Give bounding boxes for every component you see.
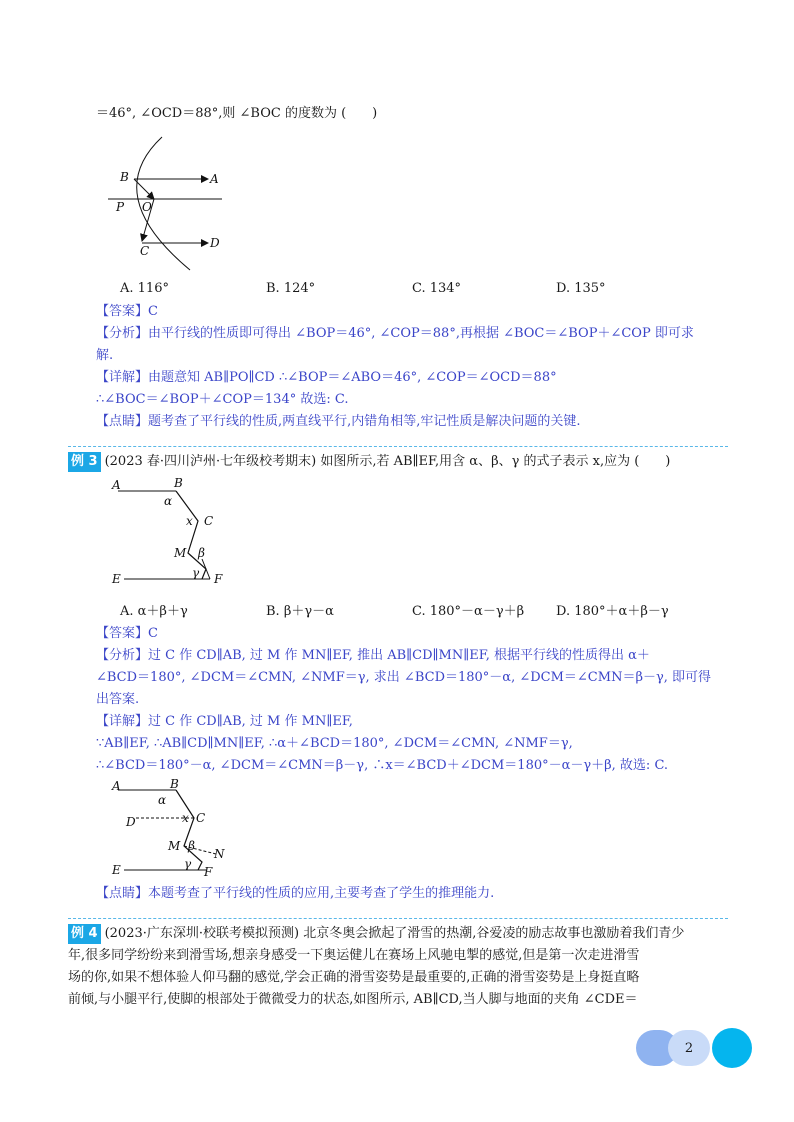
ex3s-label-e: E (112, 863, 121, 877)
ex3s-label-n: N (214, 847, 225, 861)
ex3s-label-f: F (204, 865, 213, 878)
q2-label-c: C (140, 244, 150, 258)
q2-label-a: A (210, 172, 219, 186)
q2-label-d: D (210, 236, 220, 250)
q2-comment: 【点睛】题考查了平行线的性质,两直线平行,内错角相等,牢记性质是解决问题的关键. (96, 414, 581, 429)
ex3-analysis-line-2: ∠BCD＝180°, ∠DCM＝∠CMN, ∠NMF＝γ, 求出 ∠BCD＝180°－α, ∠DCM＝∠CMN＝β－γ, 即可得 (96, 670, 711, 685)
ex3-comment: 【点睛】本题考查了平行线的性质的应用,主要考查了学生的推理能力. (96, 886, 495, 901)
ex3s-label-beta: β (188, 839, 195, 853)
ex3-figure (110, 475, 240, 590)
ex3-detail-line-2: ∵AB∥EF, ∴AB∥CD∥MN∥EF, ∴α＋∠BCD＝180°, ∠DCM＝∠CMN, ∠NMF＝γ, (96, 736, 573, 751)
ex3-label-a: A (112, 478, 121, 492)
ex3-detail-line-1: 【详解】过 C 作 CD∥AB, 过 M 作 MN∥EF, (96, 714, 353, 729)
ex3-label-alpha: α (164, 494, 173, 508)
ex3-option-a[interactable]: A. α＋β＋γ (120, 604, 188, 619)
ex3s-label-m: M (168, 839, 181, 853)
ex4-line-3: 场的你,如果不想体验人仰马翻的感觉,学会正确的滑雪姿势是最重要的,正确的滑雪姿势是上身挺直略 (68, 970, 640, 985)
ex3-label-e: E (112, 572, 121, 586)
q2-option-b[interactable]: B. 124° (266, 281, 316, 296)
q2-stem-end: ＝46°, ∠OCD＝88°,则 ∠BOC 的度数为 ( ) (96, 106, 378, 121)
ex3-label-beta: β (198, 546, 205, 560)
q2-label-b: B (120, 170, 129, 184)
q2-analysis-line-2: 解. (96, 348, 114, 363)
q2-label-o: O (142, 200, 152, 214)
q2-option-d[interactable]: D. 135° (556, 281, 606, 296)
ex4-line-1-wrap (68, 924, 684, 944)
ex3-zigzag (176, 491, 206, 579)
ex3s-label-x: x (182, 811, 189, 825)
ex3-option-d[interactable]: D. 180°＋α＋β－γ (556, 604, 669, 619)
ex3s-label-b: B (170, 778, 179, 791)
ex3-label-m: M (174, 546, 187, 560)
ex4-line-2: 年,很多同学纷纷来到滑雪场,想亲身感受一下奥运健儿在赛场上风驰电掣的感觉,但是第一次走进滑雪 (68, 948, 640, 963)
ex3-stem: (2023 春·四川泸州·七年级校考期末) 如图所示,若 AB∥EF,用含 α、β、γ 的式子表示 x,应为 ( ) (104, 454, 671, 469)
q2-answer: 【答案】C (96, 304, 158, 319)
ex3-label-x: x (186, 514, 193, 528)
ex3-solution-figure (110, 778, 240, 878)
ex3-divider (68, 446, 728, 448)
q2-label-p: P (116, 200, 125, 214)
ex3-tag: 例 3 (68, 452, 101, 472)
ex3-label-f: F (214, 572, 223, 586)
ex3-label-c: C (204, 514, 214, 528)
ex3s-label-a: A (112, 779, 121, 793)
page-decor-right (712, 1028, 752, 1068)
ex3-label-gamma: γ (192, 566, 200, 580)
q2-figure (100, 135, 240, 275)
ex3s-label-gamma: γ (184, 857, 192, 871)
q2-option-c[interactable]: C. 134° (412, 281, 462, 296)
ex3-answer: 【答案】C (96, 626, 158, 641)
ex3s-label-alpha: α (158, 793, 167, 807)
q2-analysis-line-1: 【分析】由平行线的性质即可得出 ∠BOP＝46°, ∠COP＝88°,再根据 ∠BOC＝∠BOP＋∠COP 即可求 (96, 326, 694, 341)
ex3-detail-line-3: ∴∠BCD＝180°－α, ∠DCM＝∠CMN＝β－γ, ∴x＝∠BCD＋∠DCM＝180°－α－γ＋β, 故选: C. (96, 758, 669, 773)
ex3-analysis-line-1: 【分析】过 C 作 CD∥AB, 过 M 作 MN∥EF, 推出 AB∥CD∥MN∥EF, 根据平行线的性质得出 α＋ (96, 648, 650, 663)
ex3-option-c[interactable]: C. 180°－α－γ＋β (412, 604, 525, 619)
q2-detail-line-2: ∴∠BOC＝∠BOP＋∠COP＝134° 故选: C. (96, 392, 349, 407)
ex3s-label-c: C (196, 811, 206, 825)
ex4-divider (68, 918, 728, 920)
ex3-stem-line (68, 452, 670, 472)
page-number (668, 1030, 710, 1066)
ex4-line-4: 前倾,与小腿平行,使脚的根部处于微微受力的状态,如图所示, AB∥CD,当人脚与地面的夹角 ∠CDE＝ (68, 992, 638, 1007)
q2-detail-line-1: 【详解】由题意知 AB∥PO∥CD ∴∠BOP＝∠ABO＝46°, ∠COP＝∠OCD＝88° (96, 370, 557, 385)
ex3-analysis-line-3: 出答案. (96, 692, 140, 707)
ex4-tag: 例 4 (68, 924, 101, 944)
q2-option-a[interactable]: A. 116° (120, 281, 169, 296)
page-number-text: 2 (684, 1040, 694, 1056)
ex4-line-1: (2023·广东深圳·校联考模拟预测) 北京冬奥会掀起了滑雪的热潮,谷爱凌的励志故事也激励着我们青少 (104, 926, 685, 941)
ex3s-label-d: D (126, 815, 136, 829)
ex3-label-b: B (174, 476, 183, 490)
ex3-option-b[interactable]: B. β＋γ－α (266, 604, 334, 619)
